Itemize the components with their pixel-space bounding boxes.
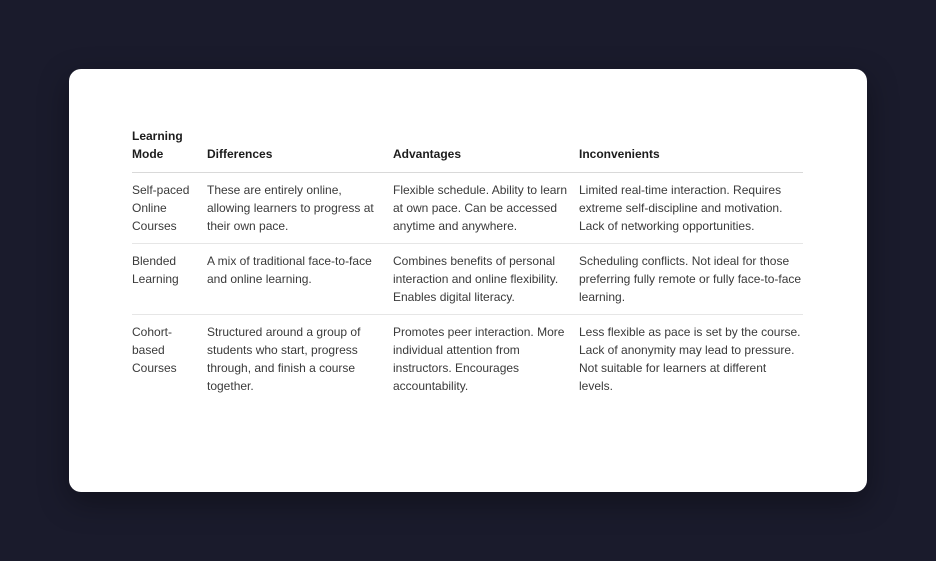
table-row (132, 173, 803, 244)
cell-advantages: Flexible schedule. Ability to learn at own pace. Can be accessed anytime and anywhere. (393, 183, 568, 233)
cell-differences: A mix of traditional face-to-face and online learning. (207, 244, 393, 315)
table-row (132, 244, 803, 315)
cell-mode: Cohort-based Courses (132, 315, 207, 404)
cell-mode: Self-paced Online Courses (132, 183, 190, 233)
cell-inconvenients: Scheduling conflicts. Not ideal for those preferring fully remote or fully face-to-face learning. (579, 244, 803, 315)
header-learning-mode: Learning Mode (132, 127, 207, 173)
header-differences: Differences (207, 127, 393, 173)
learning-modes-table (132, 127, 803, 403)
cell-advantages: Promotes peer interaction. More individual attention from instructors. Encourages accountability. (393, 315, 579, 404)
header-inconvenients: Inconvenients (579, 127, 803, 173)
table-header-row (132, 127, 803, 173)
cell-advantages: Combines benefits of personal interaction and online flexibility. Enables digital literacy. (393, 244, 579, 315)
cell-differences: These are entirely online, allowing learners to progress at their own pace. (207, 183, 374, 233)
cell-differences: Structured around a group of students who start, progress through, and finish a course together. (207, 315, 393, 404)
cell-mode: Blended Learning (132, 244, 207, 315)
cell-inconvenients: Less flexible as pace is set by the course. Lack of anonymity may lead to pressure. Not suitable for learners at different levels. (579, 315, 803, 404)
cell-inconvenients: Limited real-time interaction. Requires extreme self-discipline and motivation. Lack of networking opportunities. (579, 183, 783, 233)
table-row (132, 315, 803, 404)
header-advantages: Advantages (393, 127, 579, 173)
table-card (69, 69, 867, 492)
